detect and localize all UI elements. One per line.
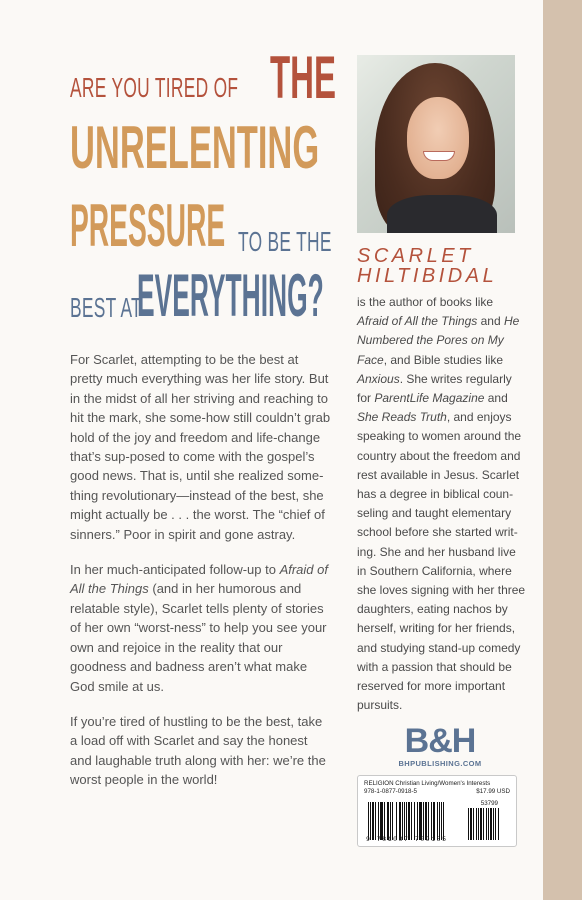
description-paragraph-2 <box>70 560 332 696</box>
barcode-price: $17.99 USD <box>476 788 510 795</box>
headline-unrelenting: UNRELENTING <box>70 114 320 181</box>
author-shirt <box>387 195 497 233</box>
bio-publication-2: She Reads Truth <box>357 410 447 425</box>
bio-text-1: is the author of books like <box>357 295 494 309</box>
author-face <box>407 97 469 179</box>
headline-pressure: PRESSURE <box>70 192 226 259</box>
description-p2-text-a: In her much-anticipated follow-up to <box>70 562 280 578</box>
bio-text-3: , and Bible studies like <box>383 352 504 367</box>
headline-everything: EVERYTHING? <box>137 262 324 329</box>
barcode-main-bars <box>368 802 464 840</box>
bio-text-6: , and enjoys speaking to women around the country about the freedom and rest available in Jesus. Scarlet has a degree in biblical coun-seling and taught elementary school before she started writ-ing. She and her husband live in Southern California, where she loves signing with her three daughters, eating nachos by herself, writing for her friends, and studying stand-up comedy with a passion that should be reserved for more important pursuits. <box>357 410 526 713</box>
author-smile <box>423 151 455 161</box>
barcode-isbn: 978-1-0877-0918-5 <box>364 788 417 795</box>
book-spine-edge <box>543 0 582 900</box>
barcode-addon-number: 53799 <box>480 800 498 807</box>
description-p2-book-title: Afraid of All the Things <box>70 562 328 597</box>
bio-text-2: and <box>477 314 504 329</box>
publisher-logo <box>380 724 500 768</box>
author-last-name: HILTIBIDAL <box>357 265 498 287</box>
barcode-addon-bars <box>468 808 510 840</box>
description-p2-text-b: (and in her humorous and relatable style), Scarlet tells plenty of stories of her own “worst-ness” to help you see your own and rejoice in the reality that our goodness and badness aren’t what make God smile at us. <box>70 581 327 694</box>
description-paragraph-1: For Scarlet, attempting to be the best at pretty much everything was her life story. But in the midst of all her striving and reaching to hit the mark, she some-how still couldn’t grab hold of the joy and freedom and life-change that’s sup-posed to come with the gospel’s good news. That is, until she realized some-thing revolutionary—instead of the best, she might actually be . . . the worst. The “chief of sinners.” Poor in spirit and gone astray. <box>70 352 331 542</box>
publisher-logo-mark: B&H <box>404 722 476 760</box>
bio-book-3: Anxious <box>357 371 400 386</box>
description-paragraph-3: If you’re tired of hustling to be the best, take a load off with Scarlet and say the honest and laughable truth along with her: we’re the worst people in the world! <box>70 713 326 788</box>
bio-text-4: . She writes regularly for <box>357 371 512 406</box>
author-photo <box>357 55 515 233</box>
headline-are-you-tired-of: ARE YOU TIRED OF <box>70 72 239 103</box>
publisher-url: BHPUBLISHING.COM <box>398 759 482 768</box>
author-first-name: SCARLET <box>357 245 474 267</box>
headline-the: THE <box>270 44 336 111</box>
barcode-category: RELIGION Christian Living/Women's Interests <box>364 780 491 787</box>
description-text <box>70 350 332 806</box>
author-bio <box>357 293 527 715</box>
barcode-number: 9 781087 709185 <box>366 836 448 843</box>
bio-publication-1: ParentLife Magazine <box>374 391 485 406</box>
bio-text-5: and <box>484 391 508 406</box>
headline-to-be-the: TO BE THE <box>238 226 332 257</box>
headline-best-at: BEST AT <box>70 292 142 323</box>
barcode-box <box>357 775 517 847</box>
bio-book-2: He Numbered the Pores on My Face <box>357 314 520 367</box>
author-name <box>357 246 527 286</box>
bio-book-1: Afraid of All the Things <box>357 314 478 329</box>
